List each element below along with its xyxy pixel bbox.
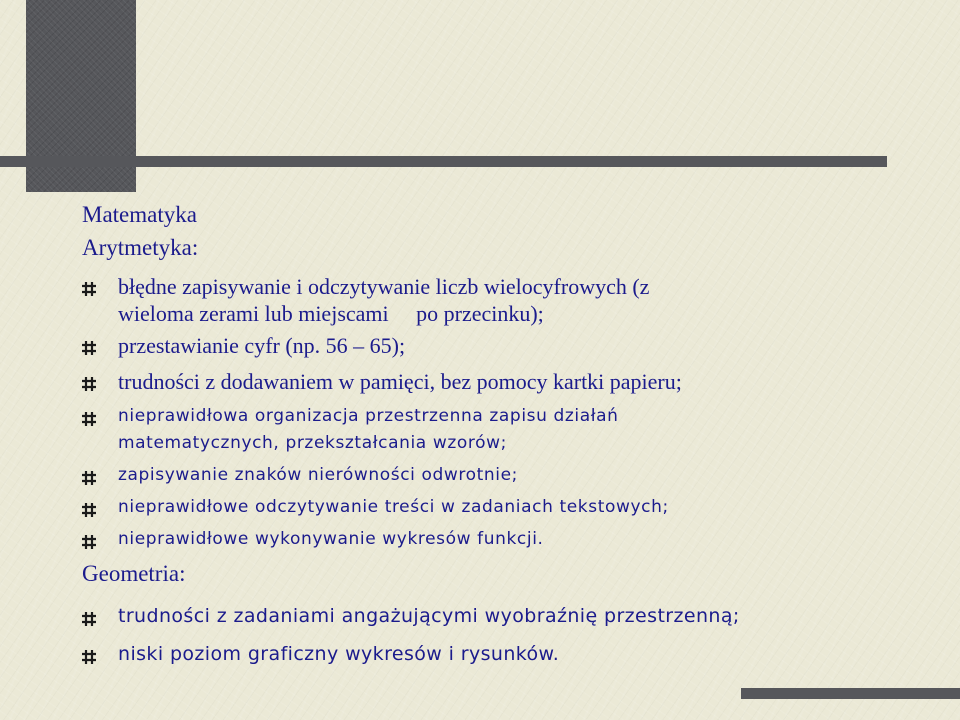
slide-content (82, 198, 882, 668)
hash-bullet-icon (82, 412, 96, 426)
bullet-item (82, 332, 882, 359)
hash-bullet-icon (82, 650, 96, 664)
hash-bullet-icon (82, 503, 96, 517)
hash-bullet-icon (82, 282, 96, 296)
bullet-text-line: nieprawidłowe odczytywanie treści w zadaniach tekstowych; (118, 497, 669, 517)
section-heading-geometry: Geometria: (82, 561, 186, 586)
bullet-item (82, 368, 882, 395)
slide-title: Matematyka (82, 202, 197, 227)
bullet-text-line: przestawianie cyfr (np. 56 – 65); (118, 333, 406, 358)
bullet-text-line: trudności z dodawaniem w pamięci, bez pomocy kartki papieru; (118, 369, 682, 394)
hash-bullet-icon (82, 471, 96, 485)
bullet-text-line: nieprawidłowe wykonywanie wykresów funkcji. (118, 529, 544, 549)
hash-bullet-icon (82, 612, 96, 626)
hash-bullet-icon (82, 341, 96, 355)
bullet-text-line: niski poziom graficzny wykresów i rysunków. (118, 643, 560, 665)
bullet-text-line: błędne zapisywanie i odczytywanie liczb wielocyfrowych (z (118, 274, 650, 299)
bullet-text-line: matematycznych, przekształcania wzorów; (118, 433, 507, 453)
decorative-bar-top (0, 156, 887, 167)
bullet-text-line: zapisywanie znaków nierówności odwrotnie; (118, 465, 518, 485)
bullet-item (82, 494, 882, 521)
bullet-item (82, 526, 882, 553)
bullet-item (82, 462, 882, 489)
bullet-item (82, 603, 882, 630)
decorative-bar-bottom (741, 688, 960, 699)
bullet-item (82, 403, 882, 457)
bullet-item (82, 641, 882, 668)
hash-bullet-icon (82, 535, 96, 549)
bullet-text-line: trudności z zadaniami angażującymi wyobraźnię przestrzenną; (118, 605, 740, 627)
bullet-text-line: nieprawidłowa organizacja przestrzenna zapisu działań (118, 406, 619, 426)
section-heading-arithmetic: Arytmetyka: (82, 235, 199, 260)
bullet-item (82, 273, 882, 327)
hash-bullet-icon (82, 377, 96, 391)
bullet-text-line: wieloma zerami lub miejscami po przecinku); (118, 301, 544, 326)
